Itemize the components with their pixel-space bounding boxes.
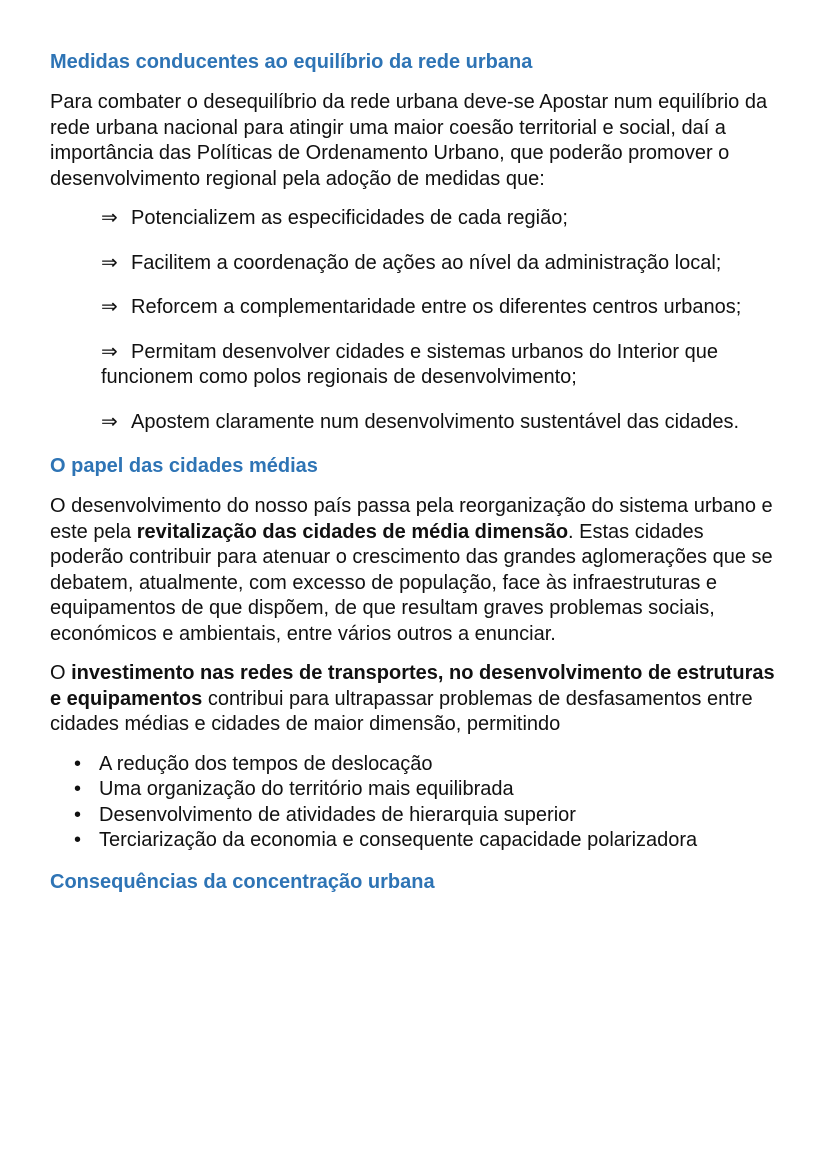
list-item <box>101 410 780 436</box>
investimento-paragraph <box>50 661 780 738</box>
paragraph-text: O <box>50 662 72 684</box>
list-item-text: Apostem claramente num desenvolvimento sustentável das cidades. <box>131 410 740 433</box>
list-item <box>74 752 780 778</box>
list-item <box>74 828 780 854</box>
arrow-icon: ⇒ <box>101 340 118 363</box>
list-item <box>101 251 780 277</box>
intro-paragraph: Para combater o desequilíbrio da rede urbana deve-se Apostar num equilíbrio da rede urbana nacional para atingir uma maior coesão territorial e social, daí a importância das Políticas de Ordenamento Urbano, que poderão promover o desenvolvimento regional pela adoção de medidas que: <box>50 91 768 190</box>
arrow-icon: ⇒ <box>101 296 118 318</box>
bullet-icon: • <box>74 752 82 775</box>
paragraph-bold-text: revitalização das cidades de média dimensão <box>136 520 569 543</box>
list-item-text: Potencializem as especificidades de cada região; <box>131 207 568 229</box>
list-item <box>74 777 780 803</box>
paragraph-text: contribui para ultrapassar problemas de desfasamentos entre cidades médias e cidades de maior dimensão, permitindo <box>50 687 753 735</box>
list-item-text: Permitam desenvolver cidades e sistemas urbanos do Interior que funcionem como polos regionais de desenvolvimento; <box>101 340 718 388</box>
list-item-text: Terciarização da economia e consequente capacidade polarizadora <box>99 829 698 851</box>
list-item <box>101 295 780 321</box>
list-item-text: A redução dos tempos de deslocação <box>99 752 433 775</box>
benefits-list <box>50 752 780 854</box>
list-item <box>101 206 780 232</box>
list-item <box>101 340 780 391</box>
measures-list <box>50 206 780 435</box>
list-item-text: Reforcem a complementaridade entre os diferentes centros urbanos; <box>131 296 742 318</box>
arrow-icon: ⇒ <box>101 410 118 433</box>
list-item-text: Uma organização do território mais equilibrada <box>99 778 514 800</box>
bullet-icon: • <box>74 778 82 800</box>
section-heading-equilibrio: Medidas conducentes ao equilíbrio da rede urbana <box>50 51 533 73</box>
arrow-icon: ⇒ <box>101 251 118 274</box>
list-item-text: Facilitem a coordenação de ações ao nível da administração local; <box>131 251 722 274</box>
section-heading-cidades-medias: O papel das cidades médias <box>50 455 318 477</box>
arrow-icon: ⇒ <box>101 207 118 229</box>
list-item <box>74 803 780 829</box>
bullet-icon: • <box>74 803 82 826</box>
cidades-medias-paragraph <box>50 494 780 647</box>
bullet-icon: • <box>74 829 82 851</box>
list-item-text: Desenvolvimento de atividades de hierarquia superior <box>99 803 576 826</box>
paragraph-text: . Estas cidades poderão contribuir para atenuar o crescimento das grandes aglomerações que se debatem, atualmente, com excesso de população, face às infraestruturas e equipamentos de que dispõem, de que resultam graves problemas sociais, económicos e ambientais, entre vários outros a enunciar. <box>50 520 773 645</box>
section-heading-concentracao: Consequências da concentração urbana <box>50 870 435 893</box>
paragraph-bold-text: investimento nas redes de transportes, no desenvolvimento de estruturas e equipamentos <box>50 662 775 710</box>
document-page <box>50 50 780 910</box>
paragraph-text: O desenvolvimento do nosso país passa pela reorganização do sistema urbano e este pela <box>50 495 773 543</box>
